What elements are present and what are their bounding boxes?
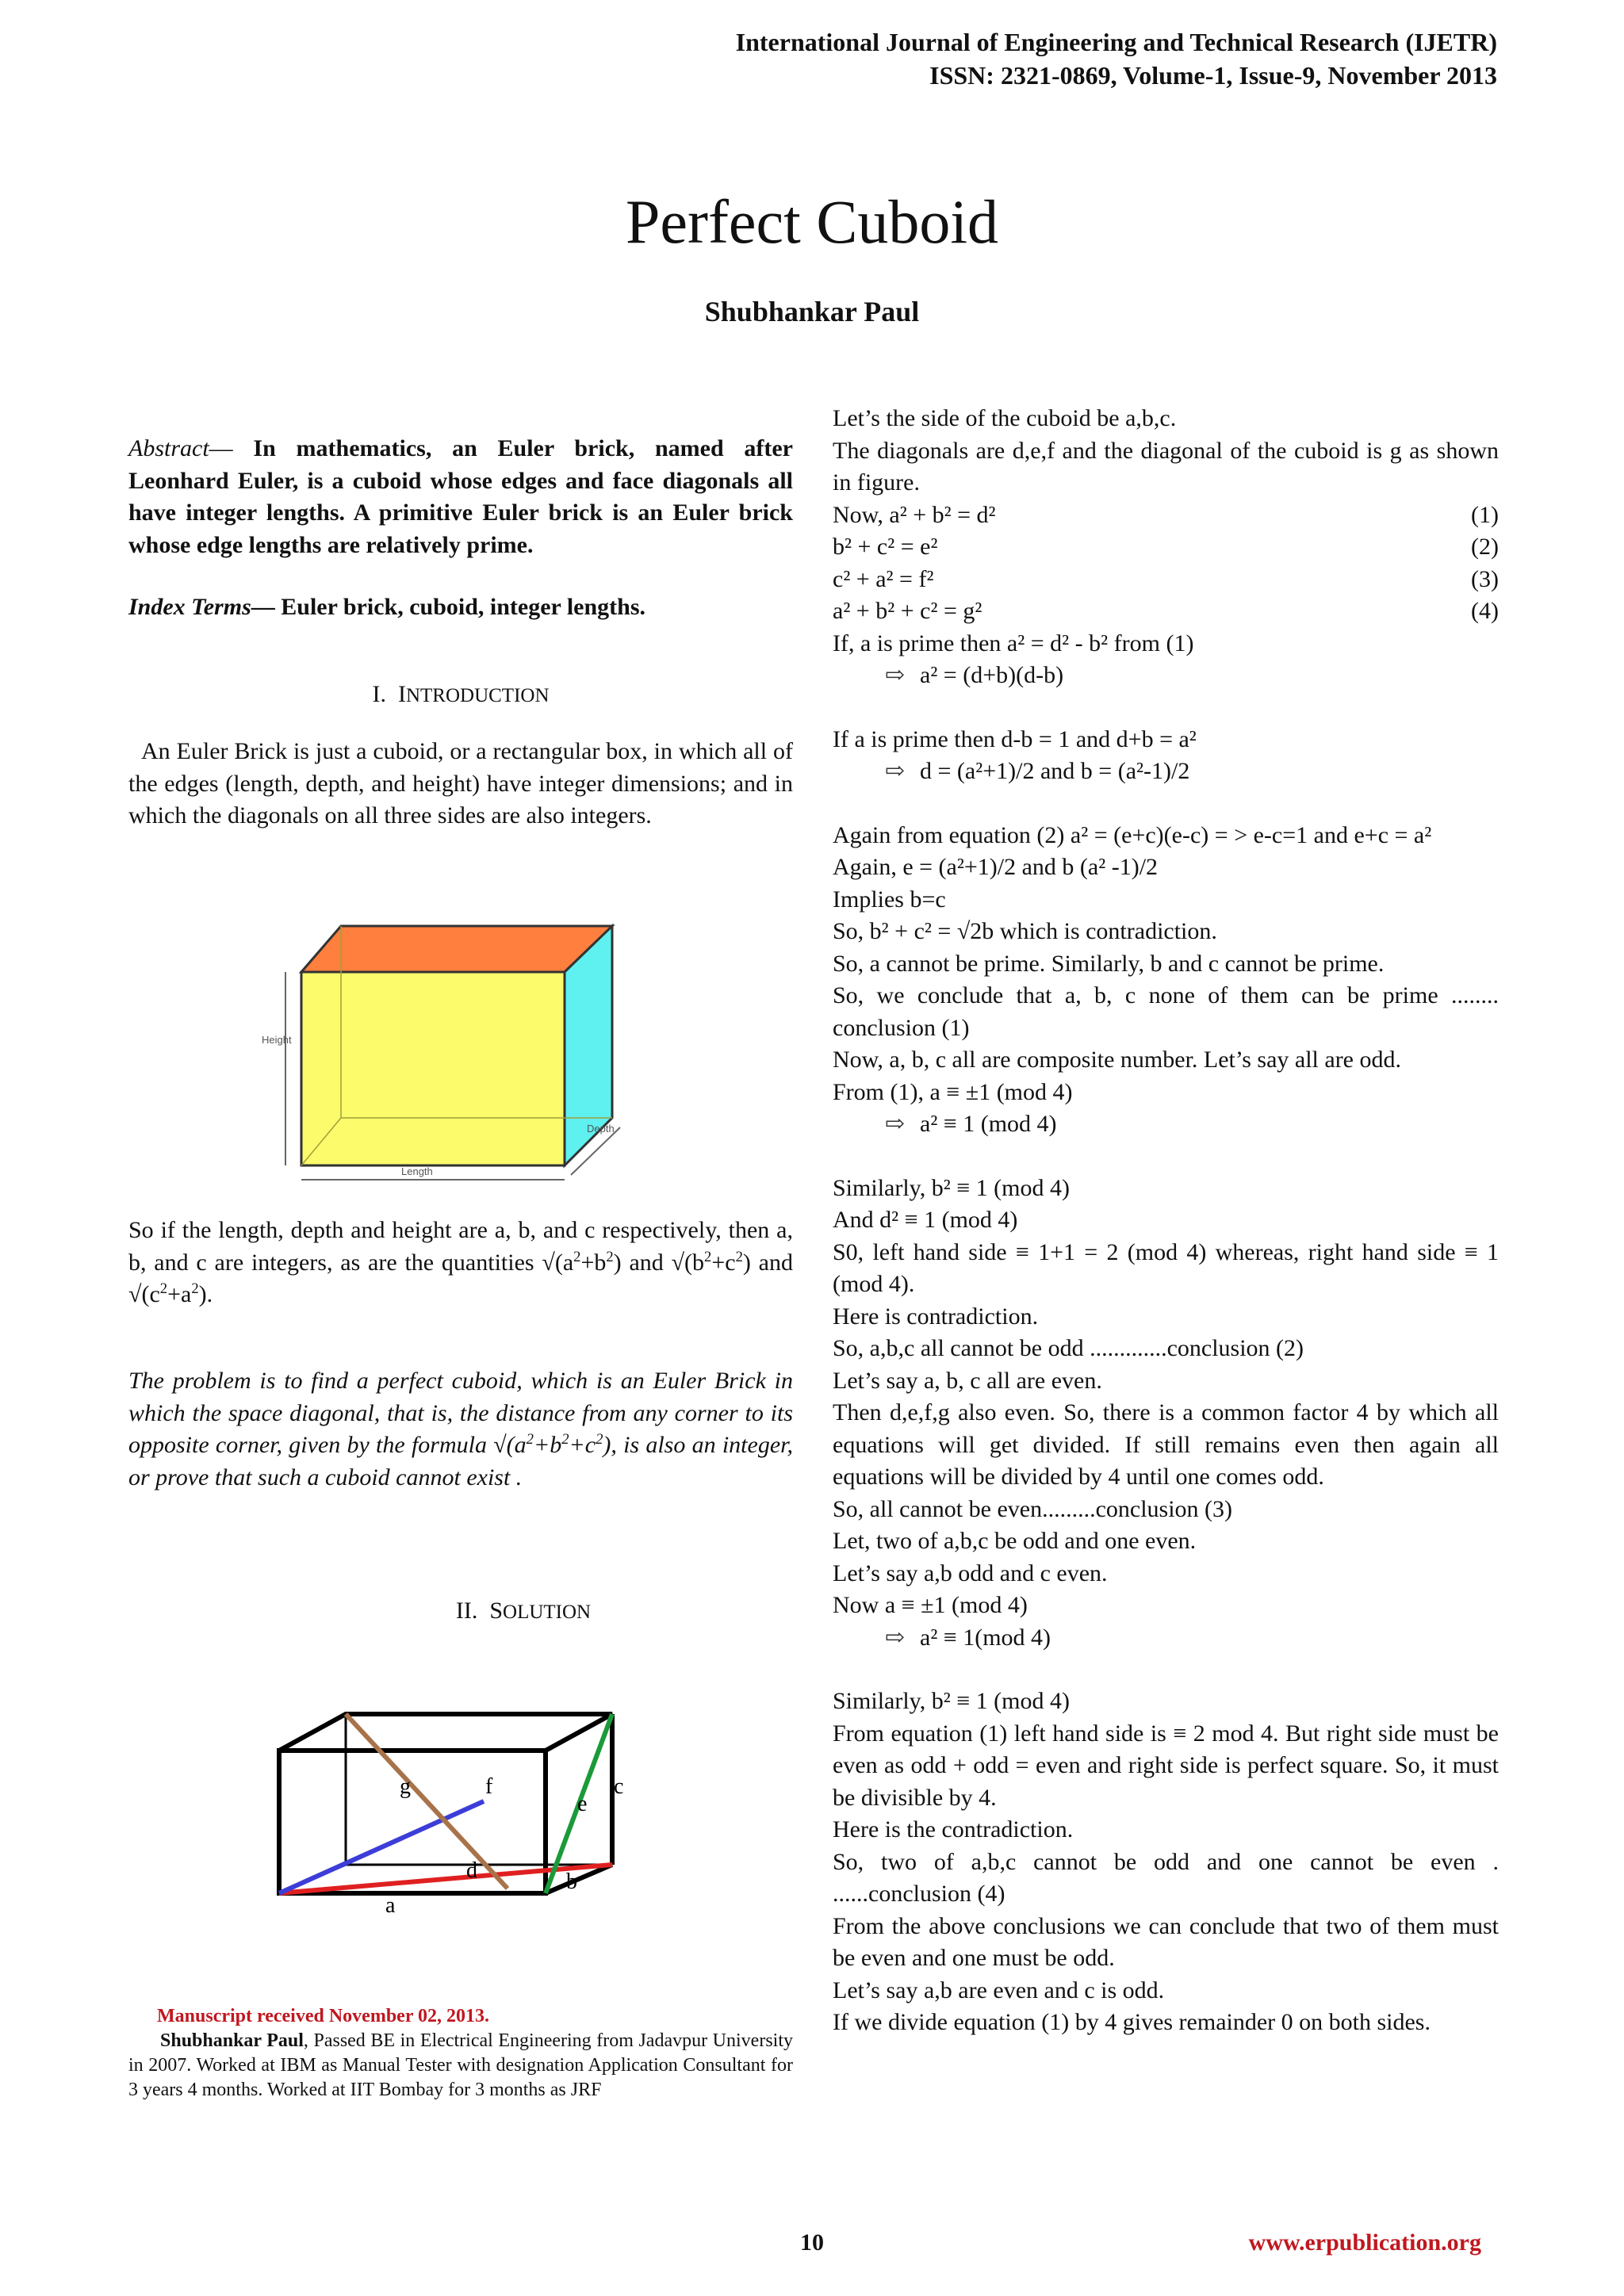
superscript: 2 (573, 1248, 581, 1265)
section-heading-introduction (128, 679, 793, 713)
text-line: From (1), a ≡ ±1 (mod 4) (833, 1078, 1073, 1105)
problem-statement (128, 1365, 793, 1494)
para2-text: ) and √(b (613, 1249, 705, 1276)
label-c: c (614, 1774, 624, 1799)
para2-text: +c (711, 1249, 736, 1276)
equation-number: (4) (1471, 598, 1499, 624)
text-line: Similarly, b² ≡ 1 (mod 4) (833, 1688, 1070, 1714)
section-number: II. (455, 1598, 478, 1624)
text-line: So, a cannot be prime. Similarly, b and c cannot be prime. (833, 950, 1385, 977)
superscript: 2 (561, 1431, 569, 1448)
depth-label: Depth (587, 1123, 615, 1135)
journal-issn: ISSN: 2321-0869, Volume-1, Issue-9, November 2013 (929, 61, 1497, 90)
implies-arrow-icon: ⇨ (885, 662, 906, 688)
text-line: Here is the contradiction. (833, 1816, 1074, 1843)
superscript: 2 (191, 1280, 199, 1297)
equation-expr: c² + a² = f² (833, 565, 934, 592)
label-g: g (400, 1774, 411, 1799)
text-line: Now a ≡ ±1 (mod 4) (833, 1592, 1028, 1618)
label-b: b (566, 1869, 577, 1894)
cuboid-top-face (301, 926, 612, 972)
footnote (128, 2004, 793, 2103)
superscript: 2 (526, 1431, 534, 1448)
abstract (128, 433, 793, 561)
text-line: If, a is prime then a² = d² - b² from (1) (833, 629, 1194, 656)
equation-number: (1) (1471, 501, 1499, 528)
problem-text: ), is also an integer, or prove that such a cuboid cannot exist . (128, 1432, 793, 1490)
paper-author: Shubhankar Paul (704, 296, 920, 327)
publisher-url[interactable]: www.erpublication.org (1248, 2229, 1481, 2256)
equation-4 (833, 595, 1499, 628)
abstract-label: Abstract (128, 435, 209, 461)
text-line: Similarly, b² ≡ 1 (mod 4) (833, 1174, 1070, 1201)
problem-text: +c (569, 1432, 596, 1458)
text-line: Let, two of a,b,c be odd and one even. (833, 1528, 1197, 1554)
text-line: So, all cannot be even.........conclusion (3) (833, 1495, 1233, 1522)
paper-title: Perfect Cuboid (625, 187, 999, 256)
superscript: 2 (704, 1248, 712, 1265)
length-label: Length (401, 1165, 433, 1177)
index-terms (128, 591, 793, 624)
equation-3 (833, 564, 1499, 596)
author-bio (128, 2029, 793, 2103)
text-line: Implies b=c (833, 886, 946, 913)
equation-expr: a² + b² + c² = g² (833, 598, 982, 624)
text-line: And d² ≡ 1 (mod 4) (833, 1207, 1018, 1233)
superscript: 2 (606, 1248, 614, 1265)
text-line: Let’s say a,b are even and c is odd. (833, 1976, 1165, 2003)
text-line: If we divide equation (1) by 4 gives remainder 0 on both sides. (833, 2009, 1431, 2035)
text-line: From the above conclusions we can conclude that two of them must be even and one must be odd. (833, 1912, 1499, 1971)
author-bio-name: Shubhankar Paul (160, 2030, 304, 2051)
equation-expr: b² + c² = e² (833, 534, 938, 560)
text-line: If a is prime then d-b = 1 and d+b = a² (833, 725, 1197, 752)
superscript: 2 (159, 1280, 168, 1297)
text-line: Let’s say a, b, c all are even. (833, 1367, 1102, 1394)
index-terms-label: Index Terms (128, 594, 251, 620)
equation-expr: Now, a² + b² = d² (833, 501, 996, 528)
problem-text: +b (533, 1432, 562, 1458)
text-line: Let’s say a,b odd and c even. (833, 1559, 1108, 1586)
journal-header (736, 25, 1497, 92)
text-line: The diagonals are d,e,f and the diagonal of the cuboid is g as shown in figure. (833, 437, 1499, 496)
text-line: Then d,e,f,g also even. So, there is a common factor 4 by which all equations will get divided. If still remains even then again all equations will be divided by 4 until one comes odd. (833, 1399, 1499, 1490)
para2-text: +b (580, 1249, 607, 1276)
section-first-letter: I (397, 681, 406, 707)
para2-text: +a (167, 1281, 192, 1307)
implies-line (833, 756, 1499, 788)
equation-number: (2) (1471, 534, 1499, 560)
text-line: Let’s the side of the cuboid be a,b,c. (833, 405, 1177, 431)
index-terms-dash: — (251, 594, 282, 620)
section-number: I. (372, 681, 386, 707)
equation-number: (3) (1471, 565, 1499, 592)
index-terms-text: Euler brick, cuboid, integer lengths. (281, 594, 646, 620)
implies-arrow-icon: ⇨ (885, 758, 906, 784)
diagonals-figure (270, 1705, 624, 1919)
text-line: Now, a, b, c all are composite number. Let’s say all are odd. (833, 1047, 1401, 1073)
section-rest: NTRODUCTION (405, 685, 550, 706)
superscript: 2 (735, 1248, 743, 1265)
implies-line (833, 1622, 1499, 1655)
abstract-dash: — (209, 435, 254, 461)
manuscript-received: Manuscript received November 02, 2013. (157, 2006, 490, 2026)
implies-line (833, 660, 1499, 692)
text-line: So, b² + c² = √2b which is contradiction. (833, 918, 1217, 944)
text-line: S0, left hand side ≡ 1+1 = 2 (mod 4) whereas, right hand side ≡ 1 (mod 4). (833, 1238, 1499, 1297)
label-f: f (485, 1774, 493, 1799)
text-line: So, we conclude that a, b, c none of them can be prime ........ conclusion (1) (833, 982, 1499, 1041)
page-number: 10 (800, 2229, 824, 2256)
implies-text: a² ≡ 1 (mod 4) (920, 1111, 1057, 1137)
implies-line (833, 1108, 1499, 1141)
text-line: Again from equation (2) a² = (e+c)(e-c) = > e-c=1 and e+c = a² (833, 821, 1432, 848)
text-line: So, two of a,b,c cannot be odd and one cannot be even . ......conclusion (4) (833, 1848, 1499, 1907)
text-line: From equation (1) left hand side is ≡ 2 mod 4. But right side must be even as odd + odd = even and right side is perfect square. So, it must be divisible by 4. (833, 1720, 1499, 1811)
height-label: Height (262, 1034, 292, 1046)
implies-text: d = (a²+1)/2 and b = (a²-1)/2 (920, 758, 1190, 784)
abstract-text: In mathematics, an Euler brick, named after Leonhard Euler, is a cuboid whose edges and face diagonals all have integer lengths. A primitive Euler brick is an Euler brick whose edge lengths are relatively prime. (128, 435, 793, 558)
journal-name: International Journal of Engineering and Technical Research (IJETR) (735, 28, 1497, 56)
section-first-letter: S (489, 1598, 504, 1624)
right-column (833, 403, 1499, 2039)
cuboid-figure (262, 893, 642, 1186)
problem-text: The problem is to find a perfect cuboid, which is an Euler Brick in which the space diagonal, that is, the distance from any corner to its opposite corner, given by the formula √(a (128, 1368, 793, 1458)
label-d: d (466, 1858, 477, 1883)
text-line: So, a,b,c all cannot be odd .............conclusion (2) (833, 1335, 1304, 1361)
para2-text: ) and √(c (128, 1249, 793, 1307)
author-bio-text: , Passed BE in Electrical Engineering from Jadavpur University in 2007. Worked at IBM as Manual Tester with designation Application Consultant for 3 years 4 months. Worked at IIT Bombay for 3 months as JRF (128, 2030, 793, 2100)
implies-text: a² ≡ 1(mod 4) (920, 1624, 1051, 1651)
quantities-paragraph (128, 1215, 793, 1311)
section-heading-solution (190, 1595, 856, 1629)
equation-1 (833, 499, 1499, 532)
superscript: 2 (596, 1431, 603, 1448)
section-rest: OLUTION (503, 1601, 592, 1623)
abstract-block (128, 433, 793, 624)
label-e: e (577, 1792, 588, 1816)
para2-text: So if the length, depth and height are a, b, and c respectively, then a, b, and c are integers, as are the quantities √(a (128, 1217, 793, 1276)
implies-arrow-icon: ⇨ (885, 1111, 906, 1137)
intro-paragraph: An Euler Brick is just a cuboid, or a rectangular box, in which all of the edges (length, depth, and height) have integer dimensions; and in which the diagonals on all three sides are also integers. (128, 738, 793, 828)
equation-2 (833, 531, 1499, 564)
implies-arrow-icon: ⇨ (885, 1624, 906, 1651)
para2-text: ). (198, 1281, 213, 1307)
label-a: a (385, 1893, 396, 1918)
implies-text: a² = (d+b)(d-b) (920, 662, 1064, 688)
text-line: Again, e = (a²+1)/2 and b (a² -1)/2 (833, 854, 1159, 880)
text-line: Here is contradiction. (833, 1303, 1039, 1330)
cuboid-top-edges (279, 1714, 612, 1751)
